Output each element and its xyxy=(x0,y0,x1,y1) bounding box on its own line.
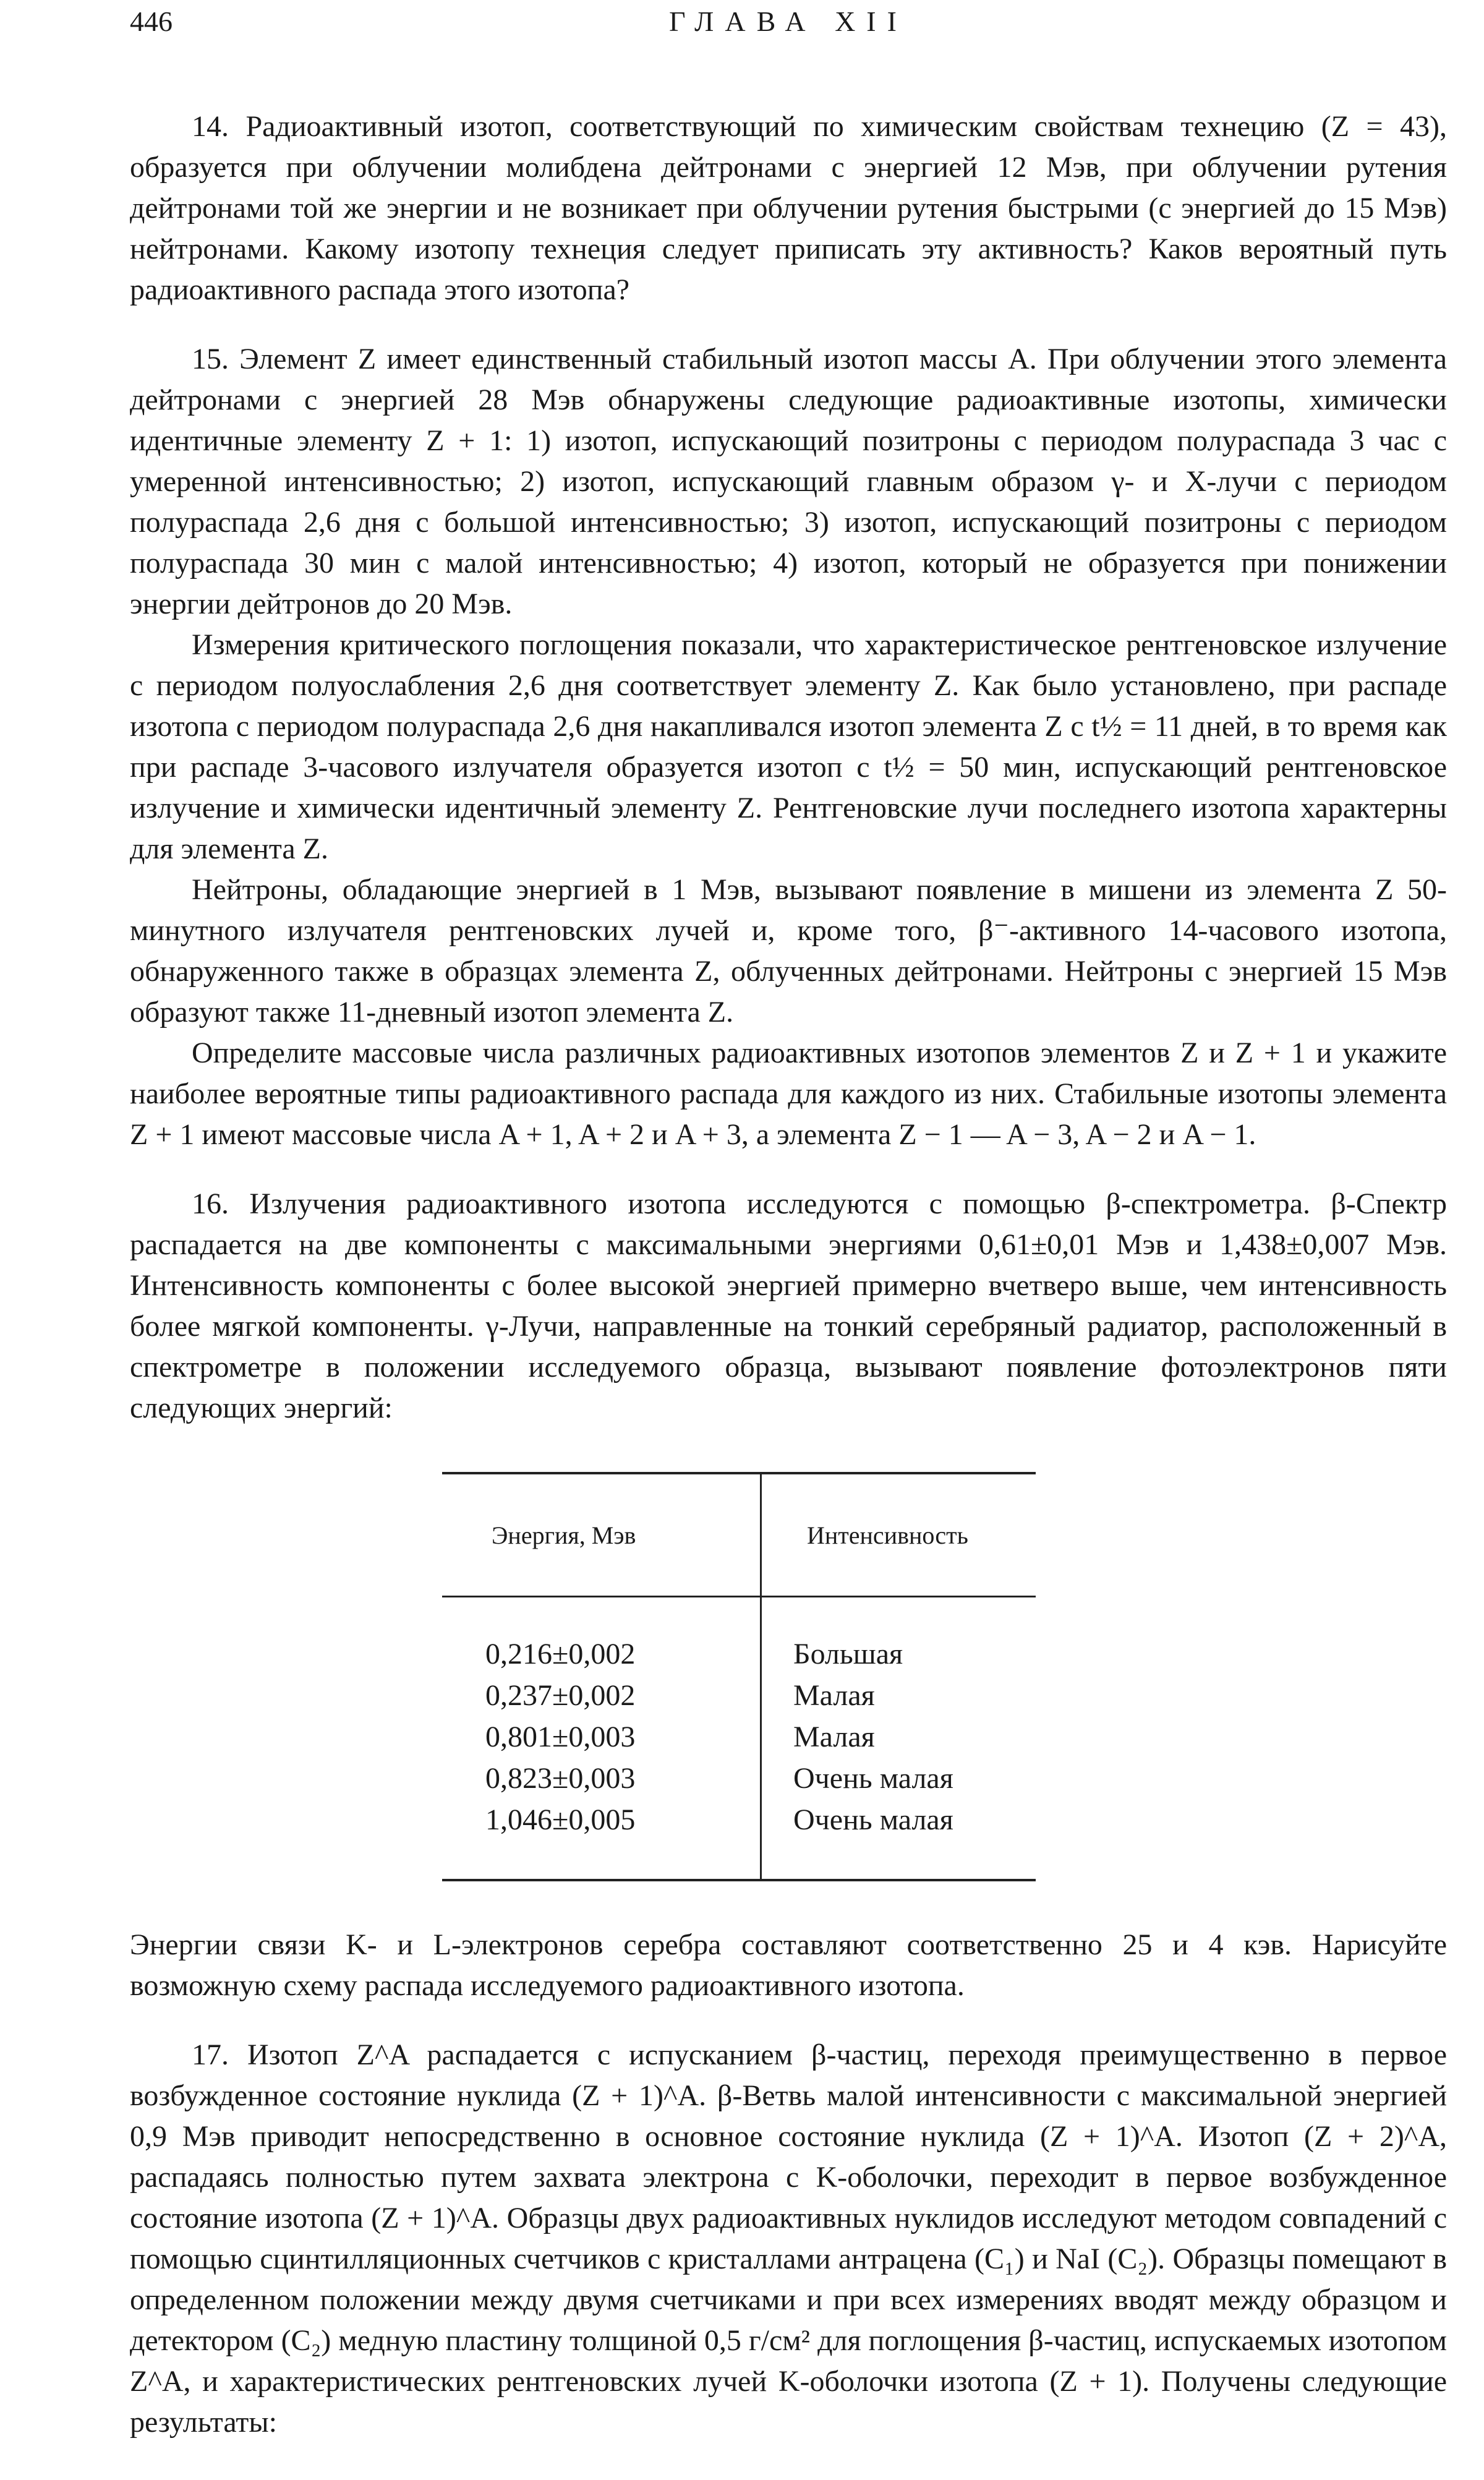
table-header-intensity: Интенсивность xyxy=(807,1521,968,1549)
problem-15-p1: 15. Элемент Z имеет единственный стабильный изотоп массы A. При облучении этого элемента дейтронами с энергией 28 Мэв обнаружены следующие радиоактивные изотопы, химически идентичные элементу Z + 1: 1) изотоп, испускающий позитроны с периодом полураспада 3 час с умеренной интенсивностью; 2) изотоп, испускающий главным образом γ- и X-лучи с периодом полураспада 2,6 дня с большой интенсивностью; 3) изотоп, испускающий позитроны с периодом полураспада 30 мин с малой интенсивностью; 4) изотоп, который не образуется при понижении энергии дейтронов до 20 Мэв. xyxy=(130,343,1447,620)
text-block-bottom xyxy=(130,1925,1447,2443)
problem-16: 16. Излучения радиоактивного изотопа исследуются с помощью β-спектрометра. β-Спектр распадается на две компоненты с максимальными энергиями 0,61±0,01 Мэв и 1,438±0,007 Мэв. Интенсивность компоненты с более высокой энергией примерно вчетверо выше, чем интенсивность более мягкой компоненты. γ-Лучи, направленные на тонкий серебряный радиатор, расположенный в спектрометре в положении исследуемого образца, вызывают появление фотоэлектронов пяти следующих энергий: xyxy=(130,1187,1447,1424)
table-cell-intensity: Малая xyxy=(793,1679,875,1712)
energy-table xyxy=(442,1472,1036,1881)
table-cell-intensity: Малая xyxy=(793,1721,875,1753)
table-header-row xyxy=(442,1474,1036,1596)
table-body xyxy=(442,1597,1036,1879)
table-column-divider xyxy=(760,1597,762,1879)
problem-15-p3: Нейтроны, обладающие энергией в 1 Мэв, вызывают появление в мишени из элемента Z 50-минутного излучателя рентгеновских лучей и, кроме того, β⁻-активного 14-часового изотопа, обнаруженного также в образцах элемента Z, облученных дейтронами. Нейтроны с энергией 15 Мэв образуют также 11-дневный изотоп элемента Z. xyxy=(130,873,1447,1028)
problem-15-p2: Измерения критического поглощения показали, что характеристическое рентгеновское излучение с периодом полуослабления 2,6 дня соответствует элементу Z. Как было установлено, при распаде изотопа с периодом полураспада 2,6 дня накапливался изотоп элемента Z с t½ = 11 дней, в то время как при распаде 3-часового излучателя образуется изотоп с t½ = 50 мин, испускающий рентгеновское излучение и химически идентичный элементу Z. Рентгеновские лучи последнего изотопа характерны для элемента Z. xyxy=(130,628,1447,865)
after-table-text: Энергии связи K- и L-электронов серебра составляют соответственно 25 и 4 кэв. Нарисуйте возможную схему распада исследуемого радиоактивного изотопа. xyxy=(130,1928,1447,2002)
page-header xyxy=(130,5,1447,42)
table-header-energy: Энергия, Мэв xyxy=(492,1521,636,1549)
chapter-title: ГЛАВА XII xyxy=(669,6,908,37)
energy-column xyxy=(442,1633,760,1841)
problem-14: 14. Радиоактивный изотоп, соответствующий по химическим свойствам технецию (Z = 43), образуется при облучении молибдена дейтронами с энергией 12 Мэв, при облучении рутения дейтронами той же энергии и не возникает при облучении рутения быстрыми (с энергией до 15 Мэв) нейтронами. Какому изотопу технеция следует приписать эту активность? Каков вероятный путь радиоактивного распада этого изотопа? xyxy=(130,110,1447,306)
table-cell-energy: 1,046±0,005 xyxy=(485,1803,636,1836)
table-cell-intensity: Очень малая xyxy=(793,1803,953,1836)
page-number: 446 xyxy=(130,6,173,37)
text-block-top xyxy=(130,106,1447,1429)
table-bottom-rule xyxy=(442,1879,1036,1881)
table-cell-intensity: Большая xyxy=(793,1638,903,1670)
table-cell-energy: 0,823±0,003 xyxy=(485,1762,636,1795)
table-cell-energy: 0,801±0,003 xyxy=(485,1721,636,1753)
problem-17: 17. Изотоп Z^A распадается с испусканием β-частиц, переходя преимущественно в первое возбужденное состояние нуклида (Z + 1)^A. β-Ветвь малой интенсивности с максимальной энергией 0,9 Мэв приводит непосредственно в основное состояние нуклида (Z + 1)^A. Изотоп (Z + 2)^A, распадаясь полностью путем захвата электрона с K-оболочки, переходит в первое возбужденное состояние изотопа (Z + 1)^A. Образцы двух радиоактивных нуклидов исследуют методом совпадений с помощью сцинтилляционных счетчиков с кристаллами антрацена (C₁) и NaI (C₂). Образцы помещают в определенном положении между двумя счетчиками и при всех измерениях вводят между образцом и детектором (C₂) медную пластину толщиной 0,5 г/см² для поглощения β-частиц, испускаемых изотопом Z^A, и характеристических рентгеновских лучей K-оболочки изотопа (Z + 1). Получены следующие результаты: xyxy=(130,2038,1447,2439)
table-column-divider xyxy=(760,1474,762,1596)
table-cell-intensity: Очень малая xyxy=(793,1762,953,1795)
problem-15-p4: Определите массовые числа различных радиоактивных изотопов элементов Z и Z + 1 и укажите наиболее вероятные типы радиоактивного распада для каждого из них. Стабильные изотопы элемента Z + 1 имеют массовые числа A + 1, A + 2 и A + 3, а элемента Z − 1 — A − 3, A − 2 и A − 1. xyxy=(130,1037,1447,1151)
table-cell-energy: 0,216±0,002 xyxy=(485,1638,636,1670)
intensity-column xyxy=(760,1633,1036,1841)
table-cell-energy: 0,237±0,002 xyxy=(485,1679,636,1712)
